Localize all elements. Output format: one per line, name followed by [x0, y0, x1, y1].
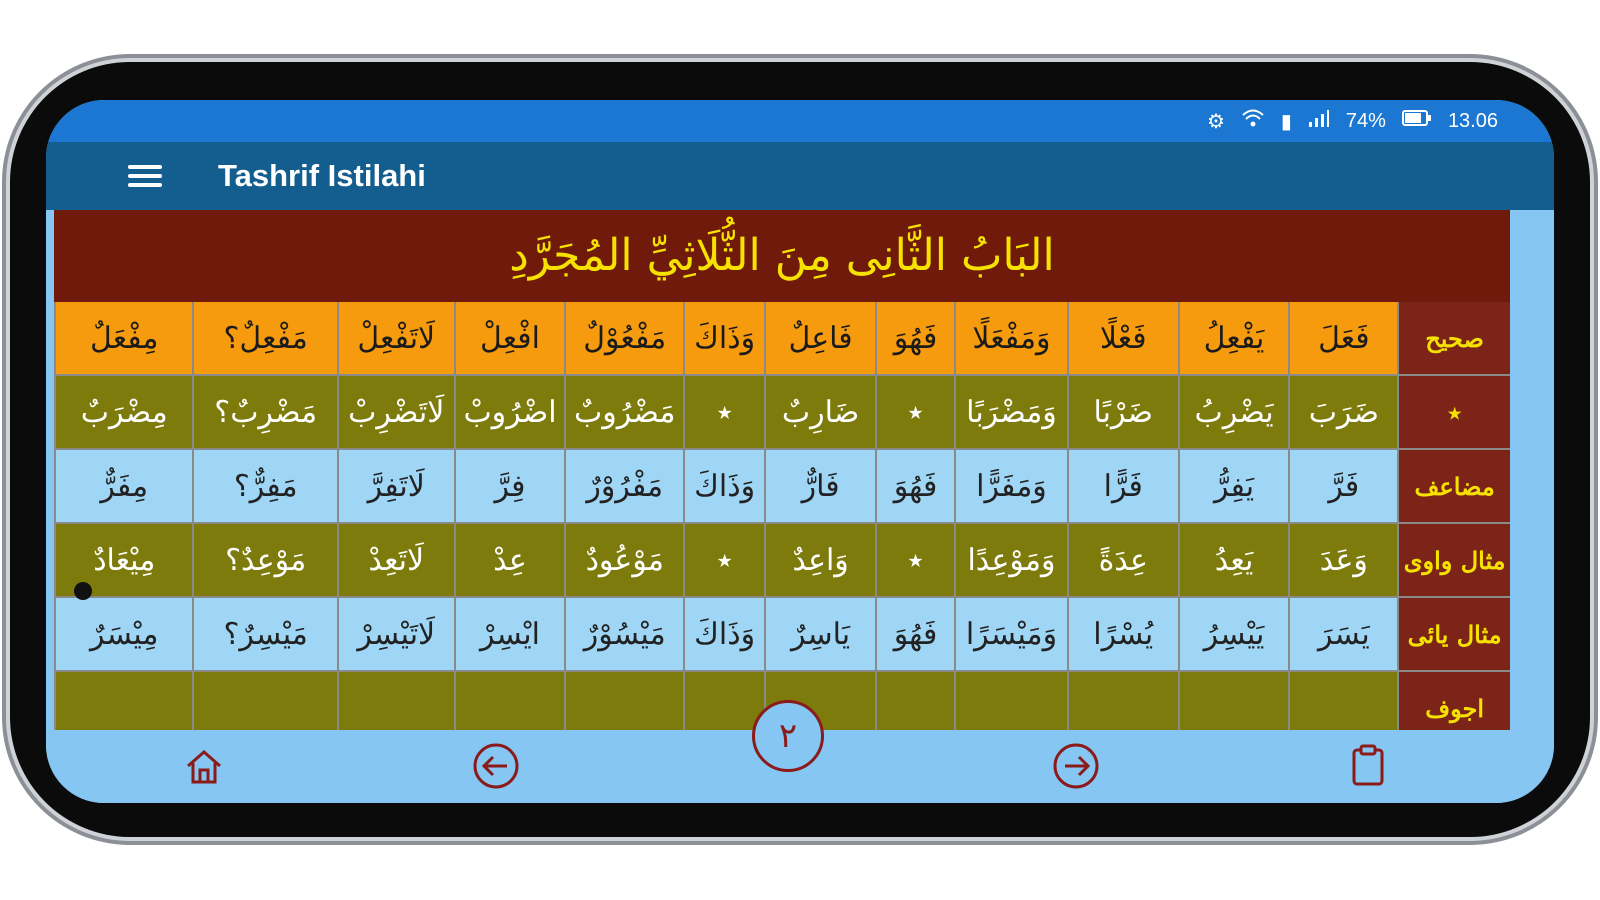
app-bar	[46, 142, 1554, 210]
table-cell: لَاتَيْسِرْ	[337, 598, 454, 670]
home-button[interactable]	[178, 740, 230, 792]
table-cell: لَاتَضْرِبْ	[337, 376, 454, 448]
row-label: مثال واوى	[1397, 524, 1510, 596]
table-cell: يَعِدُ	[1178, 524, 1289, 596]
table-cell: فِرَّ	[454, 450, 565, 522]
page-heading: البَابُ الثَّانِى مِنَ الثُّلَاثِيِّ المُجَرَّدِ	[54, 210, 1510, 302]
table-cell: فَعَلَ	[1288, 302, 1397, 374]
table-cell: يَسَرَ	[1288, 598, 1397, 670]
settings-icon: ⚙	[1206, 110, 1225, 133]
row-label: صحيح	[1397, 302, 1510, 374]
table-cell: مِيْسَرٌ	[54, 598, 192, 670]
app-screen	[46, 100, 1554, 803]
table-cell: فَارٌّ	[764, 450, 875, 522]
table-cell: فَعْلًا	[1067, 302, 1178, 374]
table-cell: مَفْعِلٌ؟	[192, 302, 336, 374]
signal-icon	[1308, 108, 1330, 134]
menu-icon[interactable]	[128, 160, 162, 192]
table-cell: ٭	[683, 524, 764, 596]
table-cell: ايْسِرْ	[454, 598, 565, 670]
sim-icon: ▮	[1280, 110, 1292, 133]
status-icons	[1207, 108, 1498, 134]
table-cell: لَاتَعِدْ	[337, 524, 454, 596]
content-area	[54, 210, 1510, 730]
table-cell	[1288, 672, 1397, 730]
table-cell	[564, 672, 683, 730]
table-cell: فَرًّا	[1067, 450, 1178, 522]
table-cell: يَفِرُّ	[1178, 450, 1289, 522]
table-cell: يَيْسِرُ	[1178, 598, 1289, 670]
table-cell: ضَارِبٌ	[764, 376, 875, 448]
table-row	[54, 524, 1510, 598]
table-cell: اضْرُوبْ	[454, 376, 565, 448]
table-cell: يَفْعِلُ	[1178, 302, 1289, 374]
table-cell: فَهُوَ	[875, 302, 954, 374]
status-bar	[46, 100, 1554, 142]
table-row	[54, 450, 1510, 524]
table-cell: مَفْعُوْلٌ	[564, 302, 683, 374]
home-icon	[182, 744, 226, 788]
table-cell: مَضْرِبٌ؟	[192, 376, 336, 448]
table-cell: فَرَّ	[1288, 450, 1397, 522]
arrow-right-icon	[1051, 741, 1101, 791]
scroll-indicator	[74, 582, 92, 600]
table-cell: فَاعِلٌ	[764, 302, 875, 374]
row-label: ٭	[1397, 376, 1510, 448]
table-cell	[337, 672, 454, 730]
table-cell: وَاعِدٌ	[764, 524, 875, 596]
previous-button[interactable]	[470, 740, 522, 792]
row-label: اجوف	[1397, 672, 1510, 730]
table-cell	[192, 672, 336, 730]
battery-icon	[1402, 109, 1432, 133]
table-cell	[954, 672, 1067, 730]
table-cell	[1067, 672, 1178, 730]
table-cell: مَوْعِدٌ؟	[192, 524, 336, 596]
table-cell: فَهُوَ	[875, 598, 954, 670]
table-cell: ضَرْبًا	[1067, 376, 1178, 448]
wifi-icon	[1241, 108, 1265, 134]
table-cell: يَاسِرٌ	[764, 598, 875, 670]
table-cell: لَاتَفْعِلْ	[337, 302, 454, 374]
table-cell: ضَرَبَ	[1288, 376, 1397, 448]
table-cell: افْعِلْ	[454, 302, 565, 374]
table-cell: وَمَفْعَلًا	[954, 302, 1067, 374]
table-cell: ٭	[683, 376, 764, 448]
table-cell: مِضْرَبٌ	[54, 376, 192, 448]
table-row	[54, 376, 1510, 450]
table-cell: فَهُوَ	[875, 450, 954, 522]
table-cell: وَعَدَ	[1288, 524, 1397, 596]
table-cell	[54, 672, 192, 730]
table-cell	[875, 672, 954, 730]
table-cell: مَيْسُوْرٌ	[564, 598, 683, 670]
table-cell: وَذَاكَ	[683, 598, 764, 670]
battery-percent: 74%	[1345, 109, 1386, 132]
table-cell	[454, 672, 565, 730]
table-cell: مِيْعَادٌ	[54, 524, 192, 596]
table-cell: مَفِرٌّ؟	[192, 450, 336, 522]
table-cell	[683, 672, 764, 730]
row-label: مضاعف	[1397, 450, 1510, 522]
table-cell: مَفْرُوْرٌ	[564, 450, 683, 522]
arrow-left-icon	[471, 741, 521, 791]
app-title: Tashrif Istilahi	[218, 158, 426, 193]
clipboard-icon	[1348, 744, 1388, 788]
bottom-nav	[46, 716, 1554, 803]
table-cell: وَمَضْرَبًا	[954, 376, 1067, 448]
table-cell: مَضْرُوبٌ	[564, 376, 683, 448]
table-cell: ٭	[875, 524, 954, 596]
clipboard-button[interactable]	[1342, 740, 1394, 792]
table-cell: مَوْعُودٌ	[564, 524, 683, 596]
table-cell: وَذَاكَ	[683, 450, 764, 522]
table-cell: يُسْرًا	[1067, 598, 1178, 670]
table-cell: عِدَةً	[1067, 524, 1178, 596]
table-cell: وَمَيْسَرًا	[954, 598, 1067, 670]
table-cell: وَمَوْعِدًا	[954, 524, 1067, 596]
table-cell: وَذَاكَ	[683, 302, 764, 374]
table-cell: مَيْسِرٌ؟	[192, 598, 336, 670]
table-row-header	[54, 302, 1510, 376]
table-row	[54, 598, 1510, 672]
next-button[interactable]	[1050, 740, 1102, 792]
clock-time: 13.06	[1447, 109, 1498, 132]
table-cell: مِفَرٌّ	[54, 450, 192, 522]
table-cell: وَمَفَرًّا	[954, 450, 1067, 522]
table-cell: عِدْ	[454, 524, 565, 596]
row-label: مثال يائى	[1397, 598, 1510, 670]
table-cell: ٭	[875, 376, 954, 448]
page-number-badge: ٢	[752, 700, 824, 772]
table-cell	[1178, 672, 1289, 730]
table-cell: يَضْرِبُ	[1178, 376, 1289, 448]
tashrif-table	[54, 302, 1510, 730]
table-cell: مِفْعَلٌ	[54, 302, 192, 374]
table-cell: لَاتَفِرَّ	[337, 450, 454, 522]
